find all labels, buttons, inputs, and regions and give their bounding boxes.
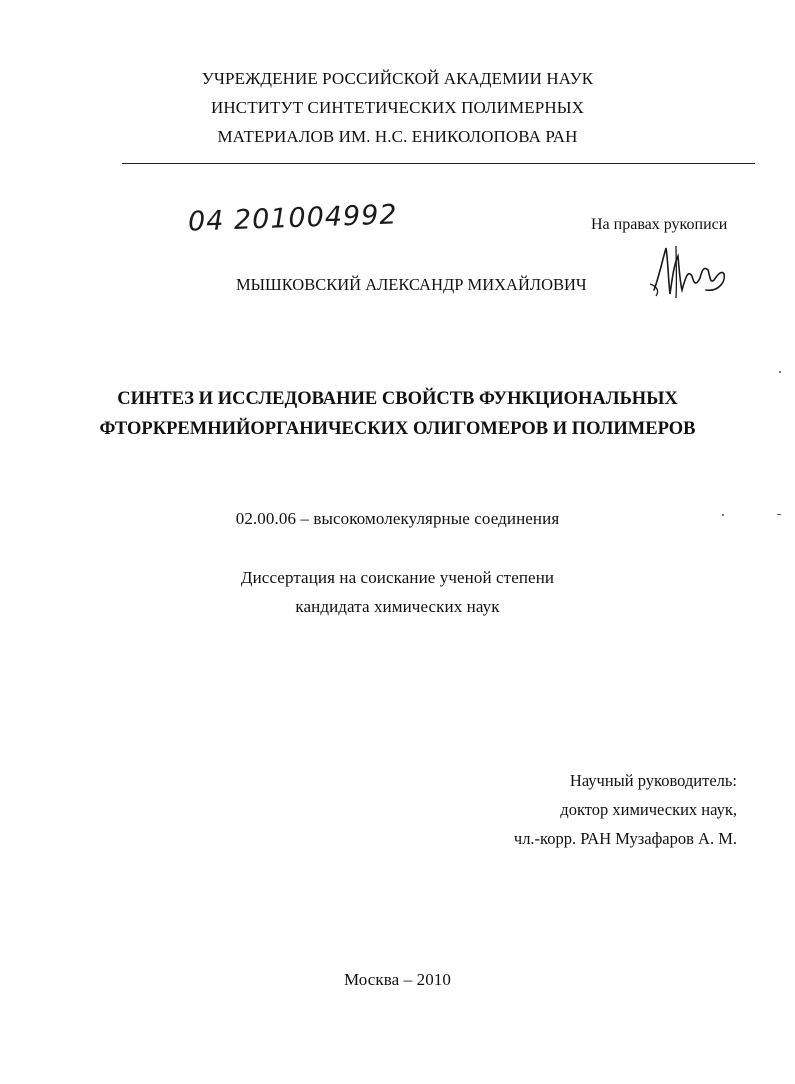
- supervisor-label: Научный руководитель:: [569, 771, 737, 790]
- city-year: Москва – 2010: [343, 970, 452, 989]
- degree-line-2: кандидата химических наук: [295, 597, 500, 616]
- author-name: МЫШКОВСКИЙ АЛЕКСАНДР МИХАЙЛОВИЧ: [236, 275, 587, 294]
- rights-note: На правах рукописи: [591, 216, 728, 233]
- header-divider: [122, 163, 755, 164]
- degree-line-1: Диссертация на соискание ученой степени: [240, 568, 555, 587]
- supervisor-degree: доктор химических наук,: [560, 800, 737, 819]
- institution-line-1: УЧРЕЖДЕНИЕ РОССИЙСКОЙ АКАДЕМИИ НАУК: [201, 69, 594, 88]
- scan-speck: [779, 371, 781, 373]
- scan-speck: [777, 514, 781, 515]
- thesis-title-line-1: СИНТЕЗ И ИССЛЕДОВАНИЕ СВОЙСТВ ФУНКЦИОНАЛЬНЫХ: [117, 389, 678, 409]
- specialty: 02.00.06 – высокомолекулярные соединения: [235, 509, 560, 528]
- signature-icon: [646, 240, 730, 304]
- institution-line-2: ИНСТИТУТ СИНТЕТИЧЕСКИХ ПОЛИМЕРНЫХ: [211, 98, 584, 117]
- supervisor-name: чл.-корр. РАН Музафаров А. М.: [513, 829, 737, 848]
- thesis-title-line-2: ФТОРКРЕМНИЙОРГАНИЧЕСКИХ ОЛИГОМЕРОВ И ПОЛИМЕРОВ: [99, 419, 696, 439]
- scan-speck: [722, 514, 724, 516]
- handwritten-registration-number: 04 201004992: [187, 199, 399, 238]
- institution-line-3: МАТЕРИАЛОВ ИМ. Н.С. ЕНИКОЛОПОВА РАН: [217, 127, 578, 146]
